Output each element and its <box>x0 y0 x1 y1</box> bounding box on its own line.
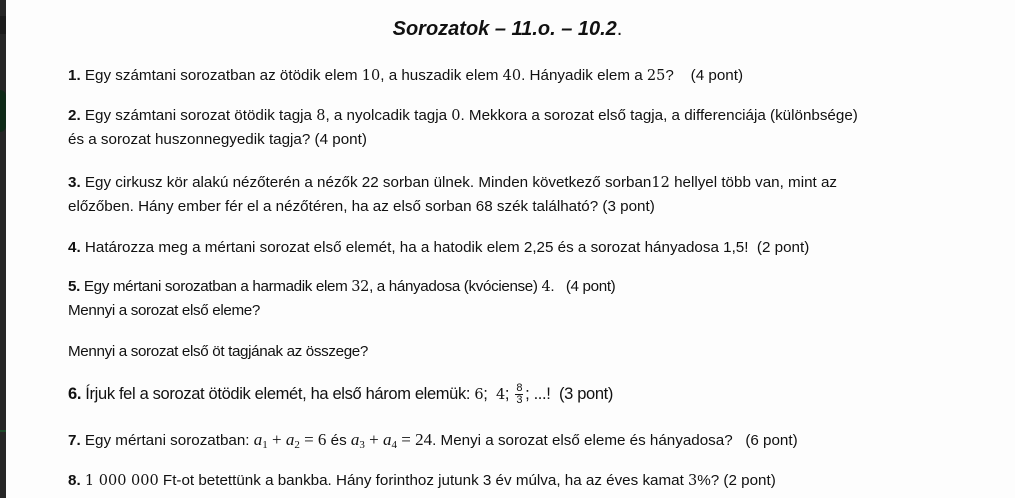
question-text: és <box>326 432 351 449</box>
question-text: ? (4 pont) <box>665 67 744 84</box>
question-1 <box>68 64 743 88</box>
math-subscript: 2 <box>294 439 300 451</box>
math-value: 6 <box>474 387 484 403</box>
question-text: , a nyolcadik tagja <box>325 107 452 124</box>
question-number: 2. <box>68 107 81 124</box>
title-text: Sorozatok – 11.o. – 10.2 <box>392 18 617 40</box>
equation-2 <box>351 430 432 449</box>
question-text-line2: és a sorozat huszonnegyedik tagja? (4 pont) <box>68 131 367 148</box>
question-text: . Hányadik elem a <box>521 67 647 84</box>
question-5 <box>68 275 615 322</box>
math-var: a <box>285 430 295 449</box>
question-number: 8. <box>68 472 81 489</box>
question-text: Egy mértani sorozatban a harmadik elem <box>83 278 352 295</box>
fraction <box>515 383 523 406</box>
math-value: 10 <box>361 68 381 84</box>
question-number: 3. <box>68 174 81 191</box>
question-number: 5. <box>68 278 80 295</box>
math-value: 25 <box>646 68 666 84</box>
question-8 <box>68 469 776 493</box>
math-operator: = 24 <box>397 430 433 449</box>
math-subscript: 1 <box>262 439 268 451</box>
math-value: 0 <box>451 108 461 124</box>
question-4 <box>68 236 809 259</box>
question-7 <box>68 428 798 457</box>
question-text: Egy számtani sorozat ötödik tagja <box>84 107 317 124</box>
question-text: , a hányadosa (kvóciense) <box>369 278 542 295</box>
question-text: Ft-ot betettünk a bankba. Hány forinthoz jutunk 3 év múlva, ha az éves kamat <box>158 472 689 489</box>
math-value: 3 <box>688 473 698 489</box>
math-value: 12 <box>651 175 670 191</box>
question-text: Írjuk fel a sorozat ötödik elemét, ha első három elemük: <box>85 385 475 403</box>
question-text: Határozza meg a mértani sorozat első elemét, ha a hatodik elem 2,25 és a sorozat hányadosa 1,5! (2 pont) <box>84 239 810 256</box>
question-text: ; ...! (3 pont) <box>525 385 614 403</box>
question-text-line3: Mennyi a sorozat első öt tagjának az összege? <box>68 343 368 360</box>
math-var: a <box>253 430 263 449</box>
question-number: 6. <box>68 385 82 403</box>
question-5-subquestion <box>68 340 368 363</box>
title-suffix: . <box>616 18 623 40</box>
question-text: Egy cirkusz kör alakú nézőterén a nézők 22 sorban ülnek. Minden következő sorban <box>84 174 652 191</box>
math-value: 1 000 000 <box>84 473 159 489</box>
question-text-line2: előzőben. Hány ember fér el a nézőtéren, ha az első sorban 68 szék található? (3 pont) <box>68 198 655 215</box>
math-value: 40 <box>502 68 522 84</box>
edge-mark <box>0 90 6 132</box>
question-text: . Menyi a sorozat első eleme és hányadosa? (6 pont) <box>432 432 798 449</box>
question-text-line2: Mennyi a sorozat első eleme? <box>68 302 260 319</box>
question-text: Egy mértani sorozatban: <box>84 432 254 449</box>
math-value: 32 <box>351 279 370 295</box>
math-var: a <box>383 430 392 449</box>
separator: ; <box>504 385 514 403</box>
math-var: a <box>350 430 360 449</box>
math-value: 4 <box>541 279 551 295</box>
separator: ; <box>483 385 496 403</box>
question-number: 7. <box>68 432 81 449</box>
question-text: Egy számtani sorozatban az ötödik elem <box>84 67 362 84</box>
question-number: 4. <box>68 239 81 256</box>
math-operator: = 6 <box>299 430 327 449</box>
math-value: 4 <box>495 387 505 403</box>
math-subscript: 3 <box>359 439 365 451</box>
question-text: %? (2 pont) <box>697 472 776 489</box>
question-text: , a huszadik elem <box>380 67 503 84</box>
question-number: 1. <box>68 67 81 84</box>
math-value: 8 <box>316 108 326 124</box>
fraction-denominator: 3 <box>516 394 523 407</box>
math-subscript: 4 <box>391 439 398 451</box>
question-text: . (4 pont) <box>550 278 616 295</box>
question-3 <box>68 171 837 218</box>
equation-1 <box>254 430 327 449</box>
question-text: hellyel több van, mint az <box>669 174 837 191</box>
fraction-numerator: 8 <box>516 382 523 395</box>
document-title <box>0 18 1015 41</box>
question-text: . Mekkora a sorozat első tagja, a differenciája (különbsége) <box>460 107 858 124</box>
left-window-edge <box>0 0 6 498</box>
question-6 <box>68 381 613 408</box>
edge-mark <box>0 430 6 432</box>
question-2 <box>68 104 858 151</box>
math-operator: + <box>364 430 384 449</box>
math-operator: + <box>267 430 286 449</box>
